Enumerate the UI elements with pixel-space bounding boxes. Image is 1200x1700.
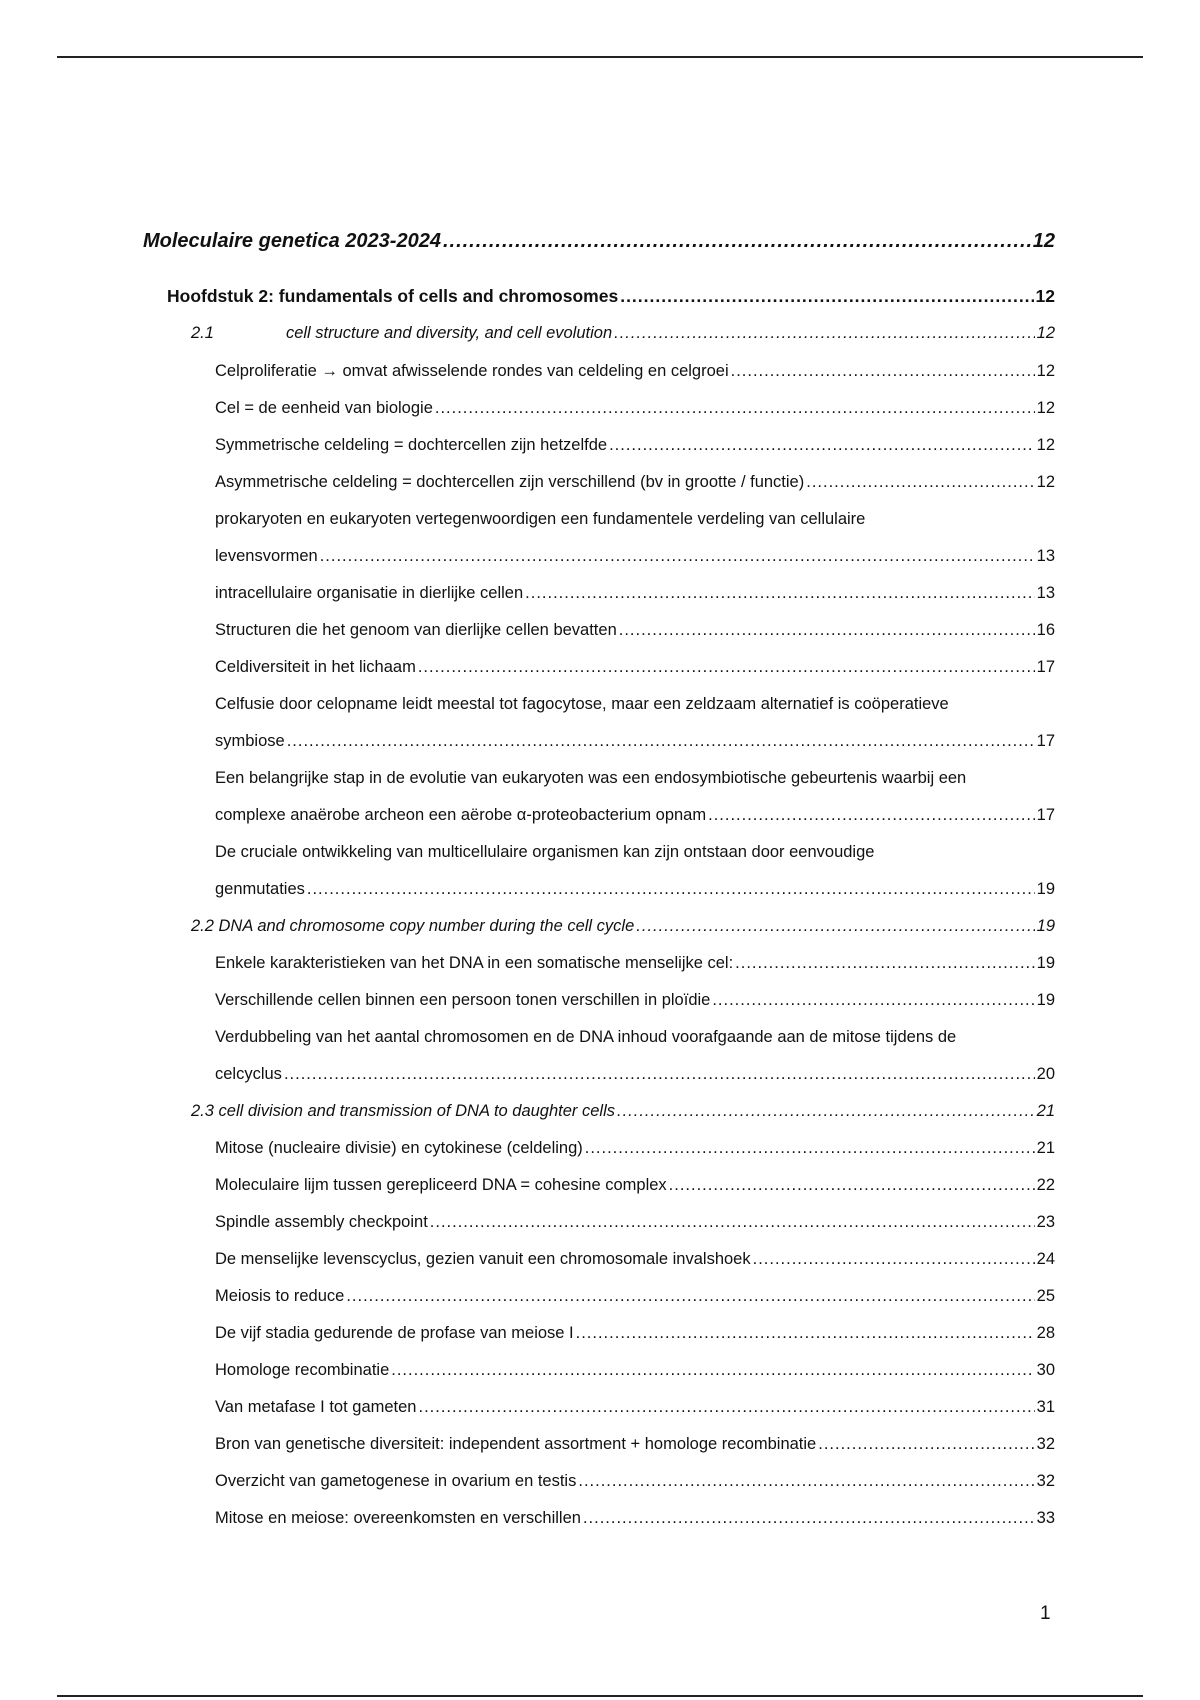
toc-entry[interactable] [215,621,1055,640]
toc-page: 23 [1036,1213,1055,1231]
section-number: 2.1 [191,324,214,342]
toc-entry-line1[interactable]: De cruciale ontwikkeling van multicellulaire organismen kan zijn ontstaan door eenvoudige [215,843,875,861]
toc-entry[interactable] [215,880,1055,899]
toc-page: 17 [1036,658,1055,676]
toc-leader [284,1065,1035,1084]
toc-page: 12 [1032,230,1055,252]
toc-page: 17 [1036,806,1055,824]
toc-entry[interactable] [215,473,1055,492]
toc-entry[interactable] [215,362,1055,381]
toc-entry[interactable] [215,806,1055,825]
toc-leader [818,1435,1034,1454]
toc-title: Mitose en meiose: overeenkomsten en verschillen [215,1509,581,1527]
toc-entry[interactable] [215,547,1055,566]
toc-title: Spindle assembly checkpoint [215,1213,428,1231]
toc-title: Homologe recombinatie [215,1361,390,1379]
toc-title: Hoofdstuk 2: fundamentals of cells and chromosomes [167,286,619,306]
toc-entry[interactable] [215,732,1055,751]
toc-entry[interactable] [215,1398,1055,1417]
header-rule [57,56,1143,58]
toc-page: 30 [1036,1361,1055,1379]
toc-title: levensvormen [215,547,318,565]
toc-leader [636,917,1034,936]
toc-page: 12 [1036,473,1055,491]
toc-title: intracellulaire organisatie in dierlijke cellen [215,584,524,602]
toc-title: 2.2 DNA and chromosome copy number during the cell cycle [191,917,635,935]
toc-leader [443,230,1031,253]
toc-leader [617,1102,1035,1121]
toc-entry[interactable] [215,1435,1055,1454]
toc-entry[interactable] [215,1250,1055,1269]
toc-leader [430,1213,1035,1232]
toc-page: 32 [1036,1472,1055,1490]
toc-page: 12 [1036,399,1055,417]
toc-leader [619,621,1035,640]
toc-page: 31 [1036,1398,1055,1416]
toc-leader [576,1324,1035,1343]
page-number: 1 [1040,1603,1051,1624]
toc-entry-section-2-1[interactable] [191,324,1055,343]
toc-leader [307,880,1035,899]
toc-leader [806,473,1034,492]
toc-page: 24 [1036,1250,1055,1268]
section-title: cell structure and diversity, and cell evolution [285,324,613,342]
toc-entry-line1[interactable]: Verdubbeling van het aantal chromosomen en de DNA inhoud voorafgaande aan de mitose tijdens de [215,1028,957,1046]
toc-entry[interactable] [215,436,1055,455]
toc-entry[interactable] [215,1139,1055,1158]
toc-leader [731,362,1035,381]
toc-title: Overzicht van gametogenese in ovarium en testis [215,1472,577,1490]
toc-page: 19 [1036,880,1055,898]
toc-page: 33 [1036,1509,1055,1527]
toc-entry[interactable] [215,658,1055,677]
toc-page: 12 [1036,436,1055,454]
toc-leader [418,1398,1034,1417]
toc-title: Asymmetrische celdeling = dochtercellen zijn verschillend (bv in grootte / functie) [215,473,805,491]
toc-page: 32 [1036,1435,1055,1453]
toc-leader [585,1139,1035,1158]
toc-title: Celproliferatie → omvat afwisselende rondes van celdeling en celgroei [215,362,729,380]
toc-title: Structuren die het genoom van dierlijke cellen bevatten [215,621,617,639]
toc-entry[interactable] [215,1213,1055,1232]
toc-entry[interactable] [215,584,1055,603]
toc-leader [287,732,1035,751]
toc-page: 28 [1036,1324,1055,1342]
toc-page: 22 [1036,1176,1055,1194]
toc-entry[interactable] [215,1472,1055,1491]
toc-entry-line1[interactable]: Celfusie door celopname leidt meestal tot fagocytose, maar een zeldzaam alternatief is coöperatieve [215,695,949,713]
toc-entry-main[interactable] [143,230,1055,253]
toc-title: De menselijke levenscyclus, gezien vanuit een chromosomale invalshoek [215,1250,751,1268]
toc-title: genmutaties [215,880,305,898]
toc-entry-line1[interactable]: prokaryoten en eukaryoten vertegenwoordigen een fundamentele verdeling van cellulaire [215,510,866,528]
toc-title: celcyclus [215,1065,282,1083]
toc-page: 19 [1036,917,1055,935]
toc-page: 12 [1035,286,1055,306]
toc-page: 12 [1036,324,1055,342]
toc-page: 13 [1036,547,1055,565]
toc-entry[interactable] [215,399,1055,418]
toc-leader [614,324,1035,343]
toc-entry-section-2-3[interactable] [191,1102,1055,1121]
toc-page: 25 [1036,1287,1055,1305]
toc-title: Meiosis to reduce [215,1287,345,1305]
toc-entry-section-2-2[interactable] [191,917,1055,936]
toc-leader [708,806,1035,825]
toc-leader [525,584,1034,603]
toc-leader [435,399,1035,418]
toc-entry[interactable] [215,1287,1055,1306]
toc-title: Symmetrische celdeling = dochtercellen zijn hetzelfde [215,436,608,454]
toc-leader [609,436,1035,455]
toc-title: Van metafase I tot gameten [215,1398,417,1416]
toc-title: Celdiversiteit in het lichaam [215,658,416,676]
toc-title: 2.3 cell division and transmission of DNA to daughter cells [191,1102,616,1120]
toc-leader [620,286,1033,307]
toc-title [191,324,612,343]
toc-title: Enkele karakteristieken van het DNA in een somatische menselijke cel: [215,954,734,972]
toc-leader [346,1287,1034,1306]
toc-page: 19 [1036,954,1055,972]
toc-title: Verschillende cellen binnen een persoon tonen verschillen in ploïdie [215,991,711,1009]
toc-title: De vijf stadia gedurende de profase van meiose I [215,1324,574,1342]
toc-title: Cel = de eenheid van biologie [215,399,433,417]
toc-leader [735,954,1034,973]
toc-page: 13 [1036,584,1055,602]
footer-rule [57,1695,1143,1697]
toc-entry-line1[interactable]: Een belangrijke stap in de evolutie van eukaryoten was een endosymbiotische gebeurtenis waarbij een [215,769,967,787]
toc-page: 17 [1036,732,1055,750]
toc-leader [712,991,1034,1010]
toc-title: symbiose [215,732,285,750]
toc-page: 16 [1036,621,1055,639]
toc-title: complexe anaërobe archeon een aërobe α-proteobacterium opnam [215,806,707,824]
toc-leader [669,1176,1035,1195]
toc-page: 21 [1036,1102,1055,1120]
toc-leader [578,1472,1034,1491]
toc-entry[interactable] [215,1509,1055,1528]
toc-leader [320,547,1035,566]
toc-title: Bron van genetische diversiteit: independent assortment + homologe recombinatie [215,1435,817,1453]
toc-entry[interactable] [215,1361,1055,1380]
toc-entry[interactable] [215,1324,1055,1343]
toc-page: 21 [1036,1139,1055,1157]
toc-page: 12 [1036,362,1055,380]
toc-leader [583,1509,1035,1528]
toc-entry[interactable] [215,1176,1055,1195]
toc-page: 20 [1036,1065,1055,1083]
toc-entry-chapter-2[interactable] [167,286,1055,307]
toc-title: Moleculaire lijm tussen gerepliceerd DNA = cohesine complex [215,1176,667,1194]
toc-entry[interactable] [215,1065,1055,1084]
toc-entry[interactable] [215,991,1055,1010]
toc-entry[interactable] [215,954,1055,973]
toc-leader [753,1250,1035,1269]
toc-leader [418,658,1035,677]
toc-leader [391,1361,1034,1380]
toc-title: Mitose (nucleaire divisie) en cytokinese (celdeling) [215,1139,583,1157]
toc-title: Moleculaire genetica 2023-2024 [143,230,441,252]
toc-page: 19 [1036,991,1055,1009]
